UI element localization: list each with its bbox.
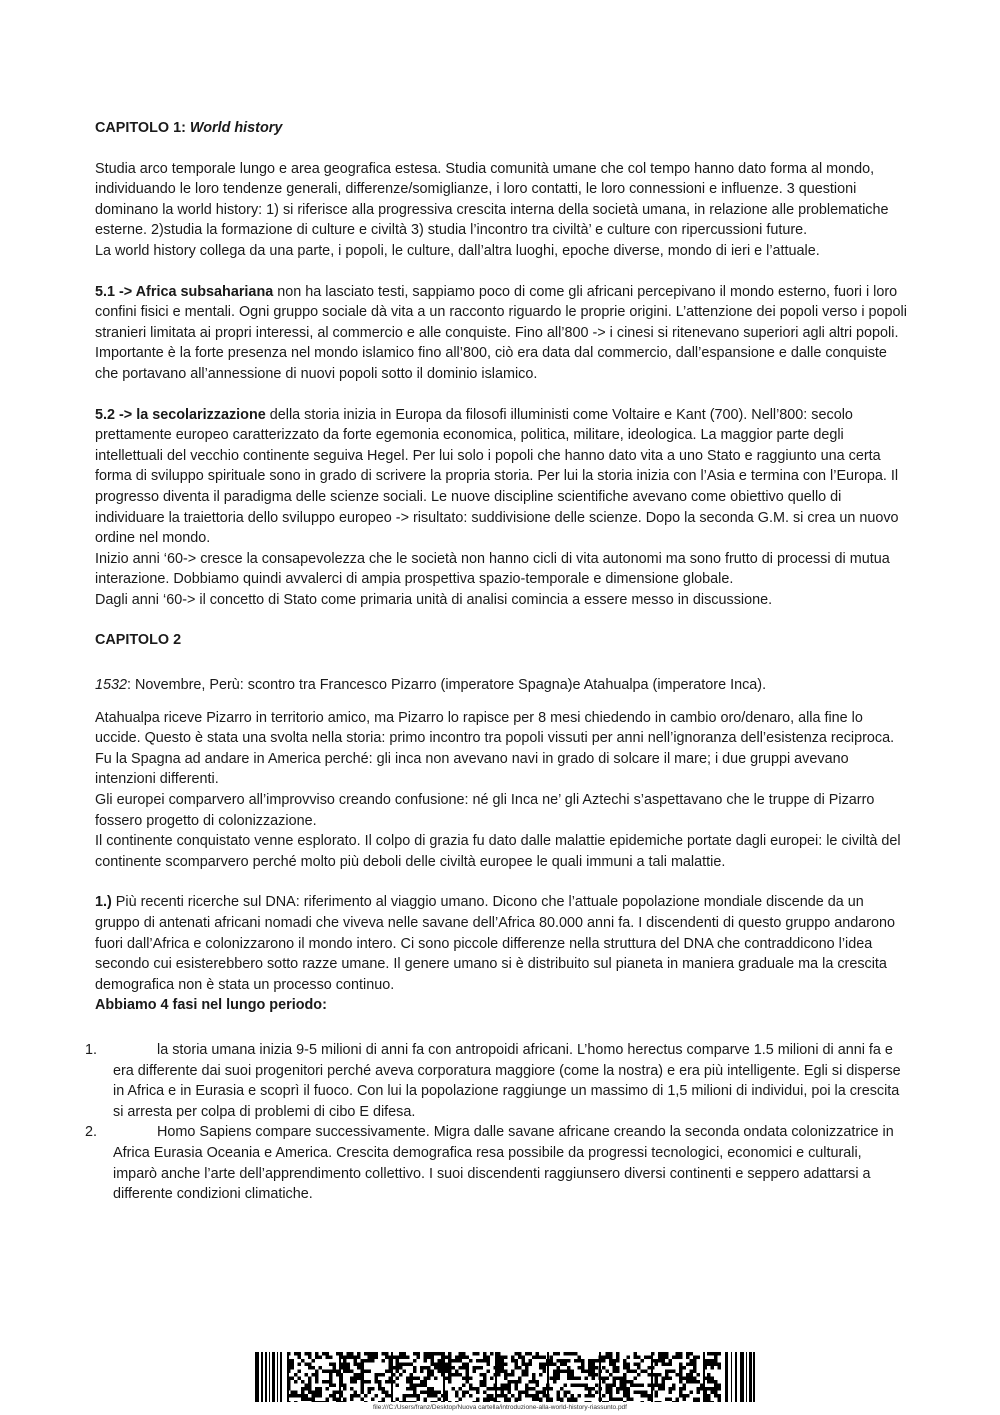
phases-list (85, 1040, 907, 1205)
list-number: 2. (85, 1124, 98, 1141)
barcode (255, 1352, 755, 1402)
paragraph: Il continente conquistato venne esplorato. Il colpo di grazia fu dato dalle malattie epidemiche portate dagli europei: le civiltà del continente scomparvero perché molto più deboli delle civiltà europee le quali immuni a tali malattie. (95, 833, 901, 870)
footer-file-path: file:///C:/Users/franz/Desktop/Nuova cartella/introduzione-alla-world-history-riassunto.pdf (373, 1404, 627, 1411)
section-1 (95, 892, 907, 995)
paragraph: Dagli anni ‘60-> il concetto di Stato come primaria unità di analisi comincia a essere messo in discussione. (95, 591, 773, 608)
paragraph: Fu la Spagna ad andare in America perché: gli inca non avevano navi in grado di solcare il mare; i due gruppi avevano intenzioni differenti. (95, 750, 849, 788)
paragraph: Gli europei comparvero all’improvviso creando confusione: né gli Inca ne’ gli Aztechi s’aspettavano che le truppe di Pizarro fossero progetto di colonizzazione. (95, 792, 875, 829)
section-text: non ha lasciato testi, sappiamo poco di come gli africani percepivano il mondo esterno, fuori i loro confini fisici e mentali. Ogni gruppo sociale dà vita a un racconto riguardo le proprie origini. L’attenzione dei popoli verso i popoli stranieri limitata ai propri interessi, al commercio e alle conquiste. Fino all’800 -> i cinesi si ritenevano superiori agli altri popoli. Importante è la forte presenza nel mondo islamico fino all’800, ciò era data dal commercio, dall’espansione e dalle conquiste che portavano all’annessione di nuovi popoli sotto il dominio islamico. (95, 283, 907, 382)
chapter-1-heading (95, 118, 907, 139)
list-item-text: la storia umana inizia 9-5 milioni di anni fa con antropoidi africani. L’homo herectus comparve 1.5 milioni di anni fa e era differente dai suoi progenitori perché aveva corporatura maggiore (come la nostra) e era più intelligente. Egli si disperse in Africa e in Eurasia e scoprì il fuoco. Con lui la popolazione raggiunge un massimo di 1,5 milioni di individui, poi la crescita si arresta per colpa di problemi di cibo E difesa. (113, 1041, 901, 1120)
paragraph: Atahualpa riceve Pizarro in territorio amico, ma Pizarro lo rapisce per 8 mesi chiedendo in cambio oro/denaro, alla fine lo uccide. Questo è stata una svolta nella storia: primo incontro tra popoli vissuti per anni nell’ignoranza dell’esistenza reciproca. (95, 709, 895, 747)
phases-heading: Abbiamo 4 fasi nel lungo periodo: (95, 997, 327, 1014)
section-5-1 (95, 282, 907, 385)
section-heading: 5.1 -> Africa subsahariana (95, 283, 274, 300)
paragraph: La world history collega da una parte, i popoli, le culture, dall’altra luoghi, epoche diverse, mondo di ieri e l’attuale. (95, 242, 820, 259)
section-heading: 5.2 -> la secolarizzazione (95, 406, 266, 423)
list-number: 1. (85, 1041, 98, 1058)
chapter-title: World history (189, 120, 283, 136)
list-item (85, 1122, 907, 1204)
list-item (85, 1040, 907, 1122)
paragraph: Studia arco temporale lungo e area geografica estesa. Studia comunità umane che col tempo hanno dato forma al mondo, individuando le loro tendenze generali, differenze/somiglianze, i loro contatti, le loro connessioni e influenze. 3 questioni dominano la world history: 1) si riferisce alla progressiva crescita interna della società umana, in relazione alle problematiche esterne. 2)studia la formazione di culture e civiltà 3) studia l’incontro tra civiltà’ e culture con ripercussioni future. (95, 160, 889, 239)
paragraph: Inizio anni ‘60-> cresce la consapevolezza che le società non hanno cicli di vita autonomi ma sono frutto di processi di mutua interazione. Dobbiamo quindi avvalerci di ampia prospettiva spazio-temporale e dimensione globale. (95, 550, 890, 588)
section-text: della storia inizia in Europa da filosofi illuministi come Voltaire e Kant (700). Nell’800: secolo prettamente europeo caratterizzato da forte egemonia economica, politica, militare, ideologica. La maggior parte degli intellettuali del vecchio continente seguiva Hegel. Per lui solo i popoli che hanno dato vita a uno Stato e raggiunto una certa forma di sviluppo spirituale sono in grado di scrivere la propria storia. Per lui la storia inizia con l’Asia e termina con l’Europa. Il progresso diventa il paradigma delle scienze sociali. Le nuove discipline scientifiche avevano come obiettivo quello di individuare la traiettoria dello sviluppo europeo -> risultato: suddivisione delle scienze. Dopo la seconda G.M. si crea un nuovo ordine nel mondo. (95, 406, 899, 547)
barcode-graphic (255, 1352, 755, 1402)
date-paragraph (95, 675, 907, 696)
section-text: Più recenti ricerche sul DNA: riferimento al viaggio umano. Dicono che l’attuale popolazione mondiale discende da un gruppo di antenati africani nomadi che viveva nelle savane dell’Africa 80.000 anni fa. I discendenti di questo gruppo andarono fuori dall’Africa e colonizzarono il mondo intero. Ci sono piccole differenze nella struttura del DNA che contraddicono l’idea secondo cui esisterebbero sotto razze umane. Il genere umano si è distribuito sul pianeta in maniera graduale ma la crescita demografica non è stata un processo continuo. (95, 894, 896, 993)
date-text: : Novembre, Perù: scontro tra Francesco Pizarro (imperatore Spagna)e Atahualpa (imperatore Inca). (127, 677, 767, 694)
section-heading: 1.) (95, 894, 112, 911)
chapter-2-heading: CAPITOLO 2 (95, 632, 182, 649)
document-page (85, 118, 907, 1205)
section-5-2 (95, 405, 907, 549)
list-item-text: Homo Sapiens compare successivamente. Migra dalle savane africane creando la seconda ondata colonizzatrice in Africa Eurasia Oceania e America. Crescita demografica resa possibile da progressi tecnologici, economici e culturali, imparò anche l’arte dell’apprendimento collettivo. I suoi discendenti raggiunsero diversi continenti e seppero adattarsi a differente condizioni climatiche. (113, 1124, 894, 1203)
date: 1532 (95, 677, 128, 694)
chapter-label: CAPITOLO 1: (95, 120, 190, 136)
